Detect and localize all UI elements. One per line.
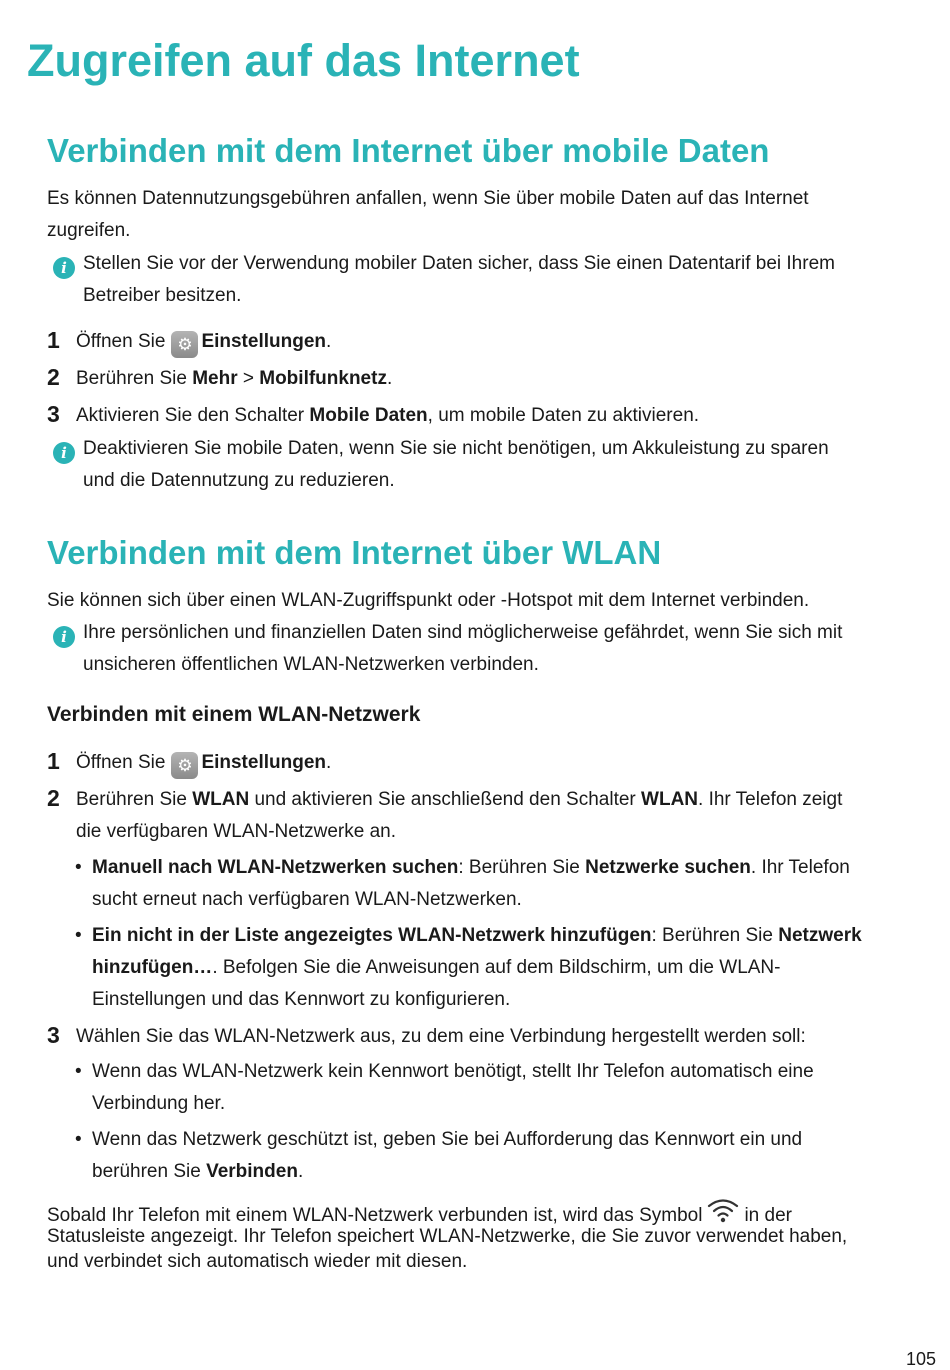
step-bold: Einstellungen — [201, 752, 327, 773]
step-text: > — [237, 368, 260, 389]
sec1-note1-line1: Stellen Sie vor der Verwendung mobiler Daten sicher, dass Sie einen Datentarif bei Ihrem — [83, 253, 835, 274]
step-bold: WLAN — [641, 789, 699, 810]
bullet-text: . Ihr Telefon — [750, 857, 850, 878]
sec2-step2-bullet1-line2: sucht erneut nach verfügbaren WLAN-Netzwerken. — [92, 889, 522, 910]
info-icon: i — [53, 442, 75, 464]
bullet-dot: • — [75, 1129, 82, 1150]
bullet-bold: Netzwerke suchen — [585, 857, 751, 878]
step-number: 1 — [47, 327, 60, 353]
step-text: , um mobile Daten zu aktivieren. — [427, 405, 700, 426]
sec2-note-line1: Ihre persönlichen und finanziellen Daten sind möglicherweise gefährdet, wenn Sie sich mit — [83, 622, 843, 643]
bullet-bold: Verbinden — [206, 1161, 298, 1182]
step-text: Berühren Sie — [76, 789, 193, 810]
sec2-intro: Sie können sich über einen WLAN-Zugriffspunkt oder -Hotspot mit dem Internet verbinden. — [47, 590, 810, 611]
step-bold: Mobilfunknetz — [259, 368, 387, 389]
step-text: Berühren Sie — [76, 368, 193, 389]
bullet-bold: hinzufügen… — [92, 957, 213, 978]
sec1-step3 — [76, 400, 926, 432]
sec2-step2-line1 — [76, 784, 926, 816]
sec2-step1 — [76, 747, 926, 779]
sec1-step1 — [76, 326, 926, 358]
sec1-intro-line1: Es können Datennutzungsgebühren anfallen, wenn Sie über mobile Daten auf das Internet — [47, 188, 809, 209]
step-text: Öffnen Sie — [76, 752, 166, 773]
sec2-step2-bullet1-line1 — [92, 852, 922, 884]
step-text: Aktivieren Sie den Schalter — [76, 405, 310, 426]
step-text: Öffnen Sie — [76, 331, 166, 352]
outro-text: in der — [744, 1205, 792, 1226]
step-bold: Einstellungen — [201, 331, 327, 352]
sec2-step3-bullet2-line2 — [92, 1156, 922, 1188]
bullet-bold: Netzwerk — [778, 925, 862, 946]
step-bold: Mobile Daten — [309, 405, 428, 426]
bullet-text: berühren Sie — [92, 1161, 207, 1182]
sec2-step3: Wählen Sie das WLAN-Netzwerk aus, zu dem eine Verbindung hergestellt werden soll: — [76, 1026, 806, 1047]
section-heading-mobile-data: Verbinden mit dem Internet über mobile Daten — [47, 132, 770, 169]
sec2-step3-bullet1-line2: Verbindung her. — [92, 1093, 226, 1114]
step-number: 2 — [47, 785, 60, 811]
bullet-text: . Befolgen Sie die Anweisungen auf dem Bildschirm, um die WLAN- — [212, 957, 781, 978]
sec2-step2-line2: die verfügbaren WLAN-Netzwerke an. — [76, 821, 396, 842]
info-icon: i — [53, 626, 75, 648]
sec1-note2-line1: Deaktivieren Sie mobile Daten, wenn Sie sie nicht benötigen, um Akkuleistung zu sparen — [83, 438, 829, 459]
bullet-dot: • — [75, 857, 82, 878]
step-text: . — [386, 368, 393, 389]
step-text: . — [326, 752, 332, 773]
sec2-step2-bullet2-line2 — [92, 952, 922, 984]
sec1-note1-line2: Betreiber besitzen. — [83, 285, 242, 306]
wifi-icon — [706, 1196, 740, 1224]
bullet-dot: • — [75, 1061, 82, 1082]
bullet-text: : Berühren Sie — [458, 857, 586, 878]
bullet-dot: • — [75, 925, 82, 946]
bullet-bold: Ein nicht in der Liste angezeigtes WLAN-Netzwerk hinzufügen — [92, 925, 652, 946]
bullet-text: . — [297, 1161, 304, 1182]
sec1-intro-line2: zugreifen. — [47, 220, 131, 241]
settings-gear-icon: ⚙ — [171, 331, 198, 358]
page-number: 105 — [905, 1349, 936, 1369]
info-icon: i — [53, 257, 75, 279]
step-text: . — [326, 331, 332, 352]
sec2-step2-bullet2-line3: Einstellungen und das Kennwort zu konfigurieren. — [92, 989, 511, 1010]
step-number: 2 — [47, 364, 60, 390]
step-text: . Ihr Telefon zeigt — [698, 789, 843, 810]
sec2-step3-bullet1-line1: Wenn das WLAN-Netzwerk kein Kennwort benötigt, stellt Ihr Telefon automatisch eine — [92, 1061, 814, 1082]
step-number: 3 — [47, 1022, 60, 1048]
sec1-note2-line2: und die Datennutzung zu reduzieren. — [83, 470, 395, 491]
step-number: 1 — [47, 748, 60, 774]
bullet-text: : Berühren Sie — [651, 925, 779, 946]
step-bold: Mehr — [192, 368, 238, 389]
settings-gear-icon: ⚙ — [171, 752, 198, 779]
step-text: und aktivieren Sie anschließend den Schalter — [249, 789, 642, 810]
step-number: 3 — [47, 401, 60, 427]
subheading-wlan-network: Verbinden mit einem WLAN-Netzwerk — [47, 703, 421, 726]
sec2-note-line2: unsicheren öffentlichen WLAN-Netzwerken verbinden. — [83, 654, 539, 675]
sec1-step2 — [76, 363, 926, 395]
page-title: Zugreifen auf das Internet — [27, 35, 580, 86]
outro-text: Sobald Ihr Telefon mit einem WLAN-Netzwerk verbunden ist, wird das Symbol — [47, 1205, 703, 1226]
step-bold: WLAN — [192, 789, 250, 810]
sec2-outro-line2: Statusleiste angezeigt. Ihr Telefon speichert WLAN-Netzwerke, die Sie zuvor verwendet haben, — [47, 1226, 848, 1247]
sec2-outro-line3: und verbindet sich automatisch wieder mit diesen. — [47, 1251, 468, 1272]
bullet-bold: Manuell nach WLAN-Netzwerken suchen — [92, 857, 459, 878]
sec2-step3-bullet2-line1: Wenn das Netzwerk geschützt ist, geben Sie bei Aufforderung das Kennwort ein und — [92, 1129, 803, 1150]
sec2-step2-bullet2-line1 — [92, 920, 922, 952]
section-heading-wlan: Verbinden mit dem Internet über WLAN — [47, 534, 662, 571]
